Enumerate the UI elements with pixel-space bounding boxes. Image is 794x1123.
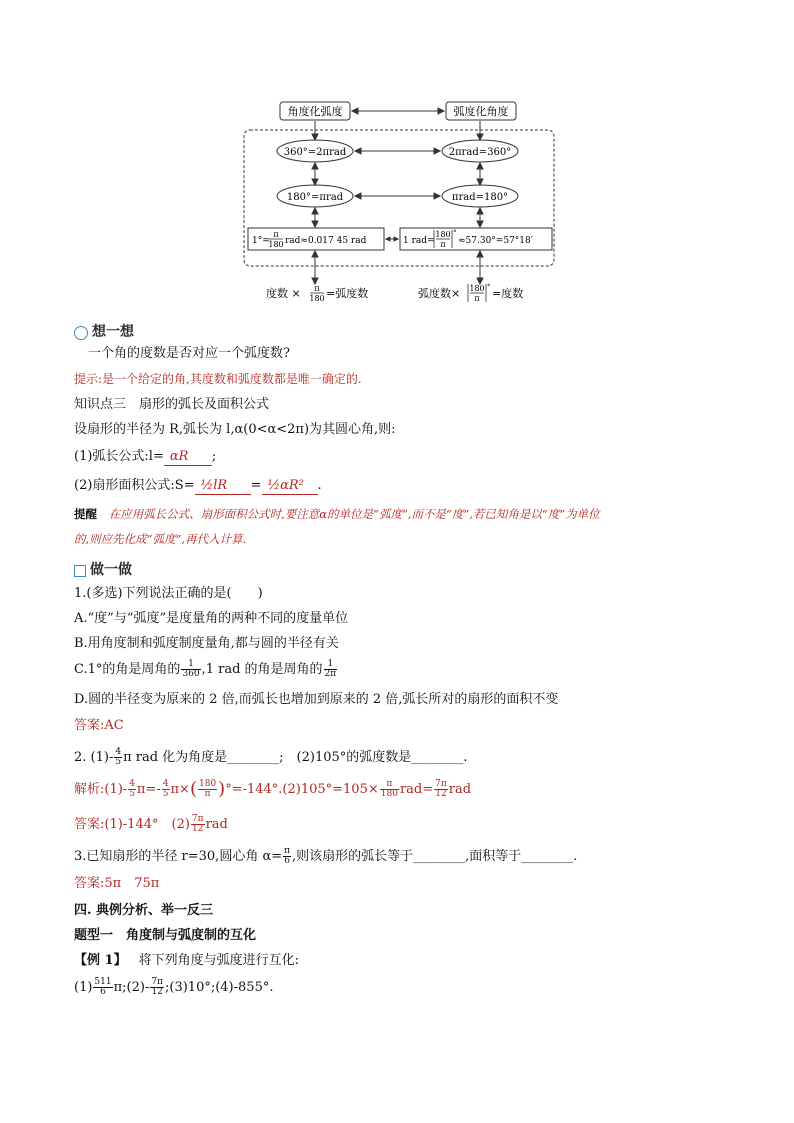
q2-explanation: 解析:(1)- $\frac{4}{5}$ π=- $\frac{4}{5}$ π×( $\frac{180}{\pi}$ )°=-144°.(2)105°=105× $\frac{\pi}{180}$ rad= $\frac{7\pi}{12}$ rad: [74, 778, 472, 800]
fraction-4-5: [162, 780, 170, 799]
q1c-text-b: ,1 rad 的角是周角的: [201, 662, 323, 677]
q3-answer: 答案:5π 75π: [74, 876, 160, 891]
fraction-1-2pi: [324, 660, 338, 679]
e2-text-a: 解析:(1)-: [74, 782, 128, 797]
example1-items: [74, 978, 273, 997]
frac-num: 1: [324, 660, 338, 670]
r2-left-label: 180°=πrad: [286, 192, 344, 203]
frac-num: π: [380, 780, 399, 790]
frac-num: 511: [94, 977, 112, 987]
kp3-remind-line1: [74, 506, 600, 522]
q1: 1.(多选)下列说法正确的是( ): [74, 586, 263, 601]
example1: [74, 953, 299, 969]
fraction-7pi-12: [434, 780, 448, 799]
doit-title: 做一做: [90, 562, 132, 578]
a2-text-a: 答案:(1)-144° (2): [74, 817, 190, 832]
r3-right-den: π: [440, 240, 446, 249]
area-end: .: [317, 478, 322, 493]
svg-text:°: °: [487, 283, 491, 291]
frac-num: 7π: [435, 779, 447, 789]
frac-num: 180: [198, 779, 217, 789]
q2: [74, 748, 467, 767]
q1-option-d: D.圆的半径变为原来的 2 倍,而弧长也增加到原来的 2 倍,弧长所对的扇形的面积不变: [74, 692, 559, 707]
r3-right-a: 1 rad=: [403, 236, 435, 246]
frac-den: 360: [182, 669, 200, 679]
frac-den: 5: [115, 757, 122, 767]
frac-den: π: [204, 789, 211, 799]
arc-label: (1)弧长公式:l=: [74, 449, 164, 464]
frac-den: 5: [129, 789, 135, 799]
fraction-7pi-12: [191, 815, 205, 834]
ex1-text-c: ;(3)10°;(4)-855°.: [165, 980, 274, 995]
bottom-right-num: 180: [469, 284, 485, 293]
bottom-right-a: 弧度数×: [418, 287, 461, 300]
ex1-text-a: (1): [74, 980, 93, 995]
q2-text-a: 2. (1)-: [74, 750, 114, 765]
think-title: 想一想: [92, 324, 134, 340]
frac-den: 5: [162, 789, 169, 799]
q1-option-b: B.用角度制和弧度制度量角,都与圆的半径有关: [74, 636, 339, 651]
remind-label: 提醒: [74, 507, 97, 521]
q2-answer: [74, 815, 228, 834]
r1-right-label: 2πrad=360°: [448, 147, 512, 158]
area-fill-1: ½lR: [195, 478, 251, 495]
r3-left-num: π: [273, 230, 279, 239]
svg-text:°: °: [453, 229, 457, 237]
frac-num: 4: [115, 747, 122, 757]
fraction-4-5: [128, 780, 136, 799]
example1-text: 将下列角度与弧度进行互化:: [138, 953, 299, 968]
bottom-left-b: =弧度数: [326, 287, 369, 300]
doit-header: [74, 562, 132, 579]
area-fill-2: ½αR²: [262, 478, 318, 495]
q3: [74, 847, 577, 866]
fraction-180-pi: [198, 780, 217, 799]
horizontal-arrows: [352, 108, 444, 241]
r3-left-den: 180: [268, 240, 284, 249]
fraction-4-5: [114, 748, 122, 767]
q3-text-a: 3.已知扇形的半径 r=30,圆心角 α=: [74, 849, 283, 864]
think-question: 一个角的度数是否对应一个弧度数?: [88, 346, 290, 361]
a2-text-b: rad: [205, 817, 228, 832]
e2-text-f: rad: [448, 782, 472, 797]
kp3-title: 知识点三 扇形的弧长及面积公式: [74, 397, 270, 412]
remind-text-1: 在应用弧长公式、扇形面积公式时,要注意α的单位是“弧度”,而不是“度”,若已知角是以“度”为单位: [108, 507, 600, 521]
q1-answer: 答案:AC: [74, 718, 124, 733]
arc-fill: αR: [164, 449, 212, 466]
frac-den: 12: [151, 987, 163, 997]
bottom-left-den: 180: [309, 294, 325, 303]
conversion-diagram: [240, 96, 560, 306]
section4-title: 四. 典例分析、举一反三: [74, 903, 214, 918]
r3-right-b: ≈57.30°=57°18′: [458, 236, 533, 246]
bottom-right-den: π: [474, 294, 480, 303]
bottom-left-a: 度数 ×: [266, 287, 301, 300]
frac-num: 4: [129, 779, 135, 789]
e2-text-b: π=-: [136, 782, 161, 797]
example1-label: 【例 1】: [74, 953, 127, 968]
frac-num: π: [284, 846, 291, 856]
e2-text-e: rad=: [399, 782, 434, 797]
fraction-pi-6: [283, 847, 291, 866]
frac-den: 2π: [324, 669, 337, 679]
top-left-label: 角度化弧度: [287, 105, 343, 118]
pencil-icon: [74, 565, 86, 577]
r3-left-a: 1°=: [252, 236, 270, 246]
r1-left-label: 360°=2πrad: [283, 147, 347, 158]
q2-text-b: π rad 化为角度是________; (2)105°的弧度数是________.: [123, 750, 468, 765]
frac-den: 6: [284, 856, 290, 866]
r2-right-label: πrad=180°: [451, 192, 509, 203]
bottom-left-num: π: [314, 284, 320, 293]
kp3-intro: 设扇形的半径为 R,弧长为 l,α(0<α<2π)为其圆心角,则:: [74, 422, 396, 437]
r3-left-b: rad≈0.017 45 rad: [285, 236, 367, 246]
kp3-arc-formula: [74, 449, 216, 466]
frac-num: 4: [162, 779, 169, 789]
fraction-7pi-12: [150, 978, 164, 997]
q1-option-c: [74, 660, 338, 679]
top-right-label: 弧度化角度: [453, 105, 509, 118]
frac-den: 12: [192, 824, 204, 834]
ex1-text-b: π;(2)-: [113, 980, 150, 995]
think-header: [74, 324, 134, 341]
type1-title: 题型一 角度制与弧度制的互化: [74, 928, 257, 943]
area-label: (2)扇形面积公式:S=: [74, 478, 195, 493]
fraction-511-6: [93, 978, 112, 997]
frac-num: 1: [181, 660, 200, 670]
frac-num: 7π: [191, 814, 204, 824]
frac-num: 7π: [151, 977, 163, 987]
e2-text-d: °=-144°.(2)105°=105×: [225, 782, 379, 797]
q3-text-b: ,则该扇形的弧长等于________,面积等于________.: [292, 849, 578, 864]
think-hint: 提示:是一个给定的角,其度数和弧度数都是唯一确定的.: [74, 372, 362, 386]
r3-right-num: 180: [435, 230, 451, 239]
q1c-text-a: C.1°的角是周角的: [74, 662, 181, 677]
kp3-remind-line2: 的,则应先化成“弧度”,再代入计算.: [74, 532, 247, 546]
fraction-pi-180: [380, 780, 399, 799]
kp3-area-formula: [74, 478, 322, 495]
lightbulb-icon: [74, 326, 88, 340]
bottom-right-b: =度数: [492, 287, 524, 300]
frac-den: 180: [380, 789, 398, 799]
e2-text-c: π×: [170, 782, 190, 797]
frac-den: 12: [435, 789, 447, 799]
arc-end: ;: [211, 449, 217, 464]
frac-den: 6: [100, 987, 106, 997]
area-eq: =: [250, 478, 262, 493]
q1-option-a: A.“度”与“弧度”是度量角的两种不同的度量单位: [74, 611, 349, 626]
fraction-1-360: [181, 660, 200, 679]
